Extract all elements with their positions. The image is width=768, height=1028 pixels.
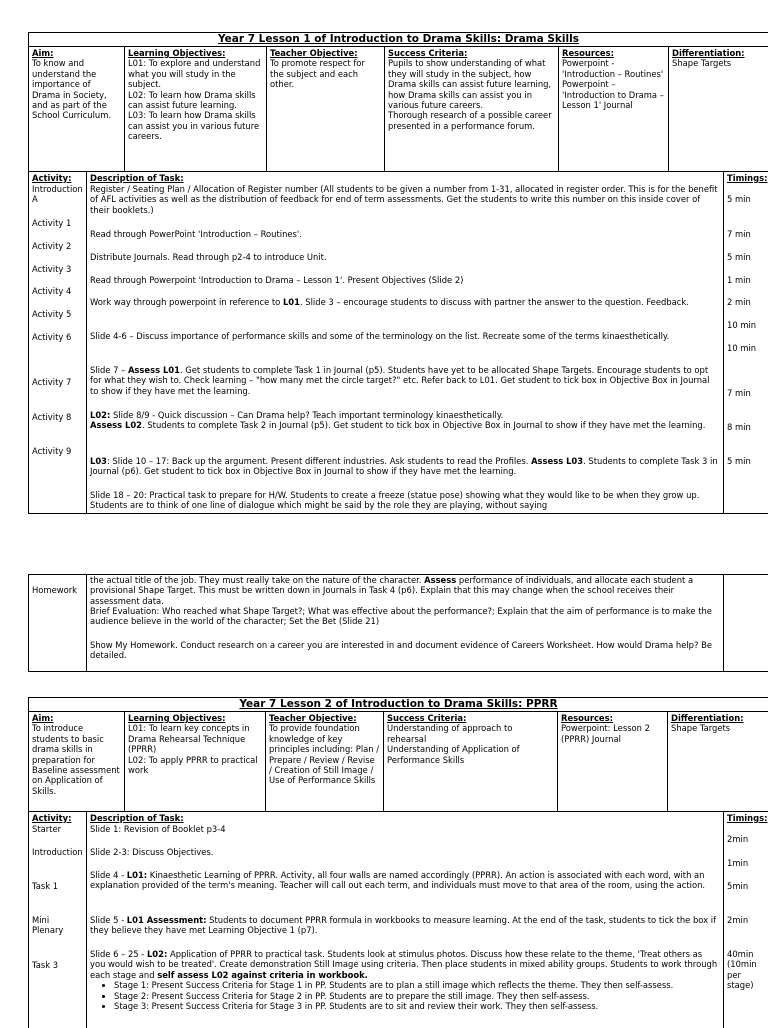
activity-introduction: Introduction (32, 847, 83, 857)
timing-starter: 2min (727, 834, 749, 844)
timing-7: 7 min (727, 388, 751, 398)
activity-6: Activity 6 (32, 332, 72, 342)
activity-header: Activity: (32, 813, 72, 823)
task-lo1-assessment-b: L01 Assessment: (126, 915, 207, 925)
task-lo3-b: : Slide 10 – 17: Back up the argument. Present different industries. Ask students to read the Profiles. (107, 456, 532, 466)
activity-header: Activity: (32, 173, 72, 183)
objective-2: L02: To apply PPRR to practical work (128, 754, 258, 776)
lesson1-body (29, 172, 768, 514)
success-criteria-text: Understanding of approach to rehearsal (387, 723, 513, 744)
objectives-label: Learning Objectives: (128, 48, 226, 58)
task-kinaesthetic-a: Slide 4 - (90, 870, 127, 880)
continuation-row (29, 575, 768, 671)
task-lo2-c: Assess L02 (90, 420, 143, 431)
lesson2-objectives-cell (125, 712, 266, 811)
activity-mini-plenary: Mini Plenary (32, 915, 64, 936)
task-assess-lo1 (90, 365, 720, 396)
lesson2-header-row (29, 712, 768, 812)
lesson2-resources-cell (558, 712, 668, 811)
activity-task-3: Task 3 (32, 960, 59, 970)
resources-text: Powerpoint - 'Introduction – Routines' Powerpoint – 'Introduction to Drama – Lesson 1' Journal (562, 58, 664, 111)
timing-intro: 5 min (727, 194, 751, 204)
task-lo1-assessment-a: Slide 5 - (90, 915, 127, 925)
timing-9: 5 min (727, 456, 751, 466)
lesson1-title-text: Year 7 Lesson 1 of Introduction to Drama Skills: Drama Skills (218, 33, 579, 45)
lesson1-objectives-cell (125, 47, 267, 171)
task-kinaesthetic (90, 870, 720, 891)
task-objectives: Slide 2-3: Discuss Objectives. (90, 847, 214, 857)
objective-2: L02: To learn how Drama skills can assist future learning. (128, 89, 256, 111)
task-register: Register / Seating Plan / Allocation of Register number (All students to be given a number from 1-31, allocated in register order. This is for the benefit of AFL activities as well as the distribution of feedback for end of term assessments. Get the students to write this number on this inside cover of their booklets.) (90, 184, 718, 215)
task-performance-skills: Slide 4-6 – Discuss importance of performance skills and some of the terminology on the list. Recreate some of the terms kinaesthetically. (90, 331, 670, 341)
task-lo2 (90, 410, 720, 431)
task-pprr-d: self assess L02 against criteria in workbook. (157, 969, 368, 980)
aim-text: To know and understand the importance of Drama in Society, and as part of the School Curriculum. (32, 58, 112, 121)
success-criteria-text: Pupils to show understanding of what they will study in the subject, how Drama skills can assist future learning, how Drama skills can assist you in various future careers. (388, 58, 552, 111)
lesson2-teacher-cell (266, 712, 384, 811)
activity-homework: Homework (32, 585, 77, 595)
aim-label: Aim: (32, 48, 54, 58)
success-criteria-text-2: Understanding of Application of Performance Skills (387, 744, 520, 765)
activity-intro: Introduction A (32, 184, 83, 205)
aim-label: Aim: (32, 713, 54, 723)
lesson2-body (29, 812, 768, 1028)
objective-3: L03: To learn how Drama skills can assist you in various future careers. (128, 110, 260, 142)
task-lo3-c: Assess L03 (531, 456, 584, 466)
lesson1-title (29, 32, 768, 47)
activity-task-1: Task 1 (32, 881, 59, 891)
activity-2: Activity 2 (32, 241, 72, 251)
timing-8: 8 min (727, 422, 751, 432)
differentiation-text: Shape Targets (672, 58, 732, 69)
lesson2-title (29, 697, 768, 712)
continuation-table (28, 574, 768, 672)
activity-5: Activity 5 (32, 309, 72, 319)
timing-header: Timings: (727, 173, 768, 183)
timing-task-3: 40min (10min per stage) (727, 949, 757, 991)
task-lo3-a: L03 (90, 456, 107, 466)
lesson1-table (28, 32, 768, 514)
timing-5: 10 min (727, 320, 757, 330)
continuation-timing-column (724, 575, 768, 671)
activity-8: Activity 8 (32, 412, 72, 422)
timing-mini-plenary: 2min (727, 915, 749, 925)
lesson2-differentiation-cell (668, 712, 768, 811)
activity-3: Activity 3 (32, 264, 72, 274)
continuation-p1 (90, 575, 720, 606)
activity-9: Activity 9 (32, 446, 72, 456)
task-assess-lo1-b: Assess L01 (127, 365, 180, 375)
description-header: Description of Task: (90, 813, 184, 823)
lesson2-aim-cell (29, 712, 125, 811)
task-lo3 (90, 456, 720, 477)
activity-4: Activity 4 (32, 286, 72, 296)
teacher-objective-label: Teacher Objective: (270, 48, 358, 58)
description-header: Description of Task: (90, 173, 184, 183)
timing-1: 7 min (727, 229, 751, 239)
lesson2-table (28, 697, 768, 1028)
objective-1: L01: To learn key concepts in Drama Rehearsal Technique (PPRR) (128, 723, 250, 755)
lesson1-description-column (87, 172, 724, 513)
lesson1-success-cell (385, 47, 559, 171)
differentiation-label: Differentiation: (672, 48, 745, 58)
differentiation-text: Shape Targets (671, 723, 731, 734)
task-pprr-b: L02: (146, 949, 168, 959)
timing-task-1: 5min (727, 881, 749, 891)
stage-1: • Stage 1: Present Success Criteria for Stage 1 in PP. Students are to plan a still image which reflects the theme. They then self-assess. (114, 980, 720, 990)
task-lo1-b: L01 (282, 297, 300, 307)
task-lo2-a: L02: (90, 410, 111, 420)
teacher-objective-text: To provide foundation knowledge of key principles including: Plan / Prepare / Review / Revise / Creation of Still Image / Use of Performance Skills (269, 723, 380, 786)
continuation-p1-c: performance of individuals, and allocate each student a provisional Shape Target. This must be written down in Journals in Task 4 (p6). Explain that this may change when the school receives their assessment data. (90, 575, 694, 606)
lesson1-timing-column (724, 172, 768, 513)
task-pprr-a: Slide 6 – 25 - (90, 949, 147, 959)
success-criteria-text-2: Thorough research of a possible career presented in a performance forum. (388, 110, 552, 131)
task-lo1-a: Work way through powerpoint in reference to (90, 297, 283, 307)
resources-label: Resources: (562, 48, 614, 58)
task-lo3-d: . Students to complete Task 3 in Journal (p6). Get student to tick box in Objective Box in Journal to show if they have met the learning. (90, 456, 718, 477)
continuation-description-column (87, 575, 724, 671)
lesson2-title-text: Year 7 Lesson 2 of Introduction to Drama Skills: PPRR (239, 698, 558, 710)
task-lo2-b: Slide 8/9 - Quick discussion – Can Drama help? Teach important terminology kinaesthetically. (110, 410, 504, 420)
objectives-label: Learning Objectives: (128, 713, 226, 723)
task-lo1-assessment-c: Students to document PPRR formula in workbooks to measure learning. At the end of the task, students to tick the box if they believe they have met Learning Objective 1 (p7). (90, 915, 717, 936)
aim-text: To introduce students to basic drama skills in preparation for Baseline assessment on Application of Skills. (32, 723, 120, 796)
task-routines: Read through PowerPoint 'Introduction – Routines'. (90, 229, 302, 239)
timing-2: 5 min (727, 252, 751, 262)
continuation-homework: Show My Homework. Conduct research on a career you are interested in and document evidence of Careers Worksheet. How would Drama help? Be detailed. (90, 640, 712, 661)
resources-text: Powerpoint: Lesson 2 (PPRR) Journal (561, 723, 650, 744)
lesson1-activity-column (29, 172, 87, 513)
teacher-objective-label: Teacher Objective: (269, 713, 357, 723)
activity-starter: Starter (32, 824, 62, 834)
success-criteria-label: Success Criteria: (388, 48, 468, 58)
stage-list (90, 980, 720, 1011)
success-criteria-label: Success Criteria: (387, 713, 467, 723)
continuation-evaluation: Brief Evaluation: Who reached what Shape Target?; What was effective about the performance?; Explain that the aim of performance is to make the audience believe in the world of the character; Set the Bet (Slide 21) (90, 606, 712, 627)
lesson2-activity-column (29, 812, 87, 1028)
activity-7: Activity 7 (32, 377, 72, 387)
task-revision: Slide 1: Revision of Booklet p3-4 (90, 824, 226, 834)
activity-1: Activity 1 (32, 218, 72, 228)
timing-4: 2 min (727, 297, 751, 307)
continuation-activity-column (29, 575, 87, 671)
task-pprr-application (90, 949, 720, 1011)
task-freeze: Slide 18 – 20: Practical task to prepare for H/W. Students to create a freeze (statue pose) showing what they would like to be when they grow up. Students are to think of one line of dialogue which might be said by the role they are playing, without saying (90, 490, 700, 511)
resources-label: Resources: (561, 713, 613, 723)
lesson2-description-column (87, 812, 724, 1028)
task-assess-lo1-c: . Get students to complete Task 1 in Journal (p5). Students have yet to be allocated Shape Targets. Encourage students to opt for what they wish to. Check learning – "how many met the circle target?" etc. Refer back to L01. Get student to tick box in Objective Box in Journal to show if they have met the learning. (90, 365, 710, 396)
task-journals: Distribute Journals. Read through p2-4 to introduce Unit. (90, 252, 327, 262)
differentiation-label: Differentiation: (671, 713, 744, 723)
lesson2-success-cell (384, 712, 558, 811)
lesson1-header-row (29, 47, 768, 172)
task-lo1 (90, 297, 720, 307)
task-intro-powerpoint: Read through Powerpoint 'Introduction to Drama – Lesson 1'. Present Objectives (Slide 2) (90, 275, 464, 285)
timing-3: 1 min (727, 275, 751, 285)
task-pprr-c: Application of PPRR to practical task. Students look at stimulus photos. Discuss how these relate to the theme, 'Treat others as you would wish to be treated'. Create demonstration Still Image using criteria. Then place students in mixed ability groups. Students to work through each stage and (90, 949, 718, 980)
continuation-p1-a: the actual title of the job. They must really take on the nature of the character. (90, 575, 425, 585)
task-assess-lo1-a: Slide 7 – (90, 365, 128, 375)
continuation-p1-b: Assess (424, 575, 457, 585)
lesson2-timing-column (724, 812, 768, 1028)
timing-6: 10 min (727, 343, 757, 353)
task-kinaesthetic-c: Kinaesthetic Learning of PPRR. Activity, all four walls are named accordingly (PPRR). An action is associated with each word, with an explanation provided of the term's meaning. Teacher will call out each term, and individuals must move to that area of the room, using the action. (90, 870, 706, 891)
stage-2: • Stage 2: Present Success Criteria for Stage 2 in PP. Students are to prepare the still image. They then self-assess. (114, 991, 720, 1001)
task-lo2-d: . Students to complete Task 2 in Journal (p5). Get student to tick box in Objective Box in Journal to show if they have met the learning. (142, 420, 706, 431)
lesson1-resources-cell (559, 47, 669, 171)
timing-header: Timings: (727, 813, 768, 823)
teacher-objective-text: To promote respect for the subject and each other. (270, 58, 365, 90)
lesson1-aim-cell (29, 47, 125, 171)
task-lo1-c: . Slide 3 – encourage students to discuss with partner the answer to the question. Feedback. (299, 297, 689, 307)
task-lo1-assessment (90, 915, 720, 936)
stage-3: • Stage 3: Present Success Criteria for Stage 3 in PP. Students are to sit and review their work. They then self-assess. (114, 1001, 720, 1011)
lesson1-differentiation-cell (669, 47, 768, 171)
task-kinaesthetic-b: L01: (126, 870, 148, 880)
lesson1-teacher-cell (267, 47, 385, 171)
timing-introduction: 1min (727, 858, 749, 868)
objective-1: L01: To explore and understand what you will study in the subject. (128, 58, 261, 90)
